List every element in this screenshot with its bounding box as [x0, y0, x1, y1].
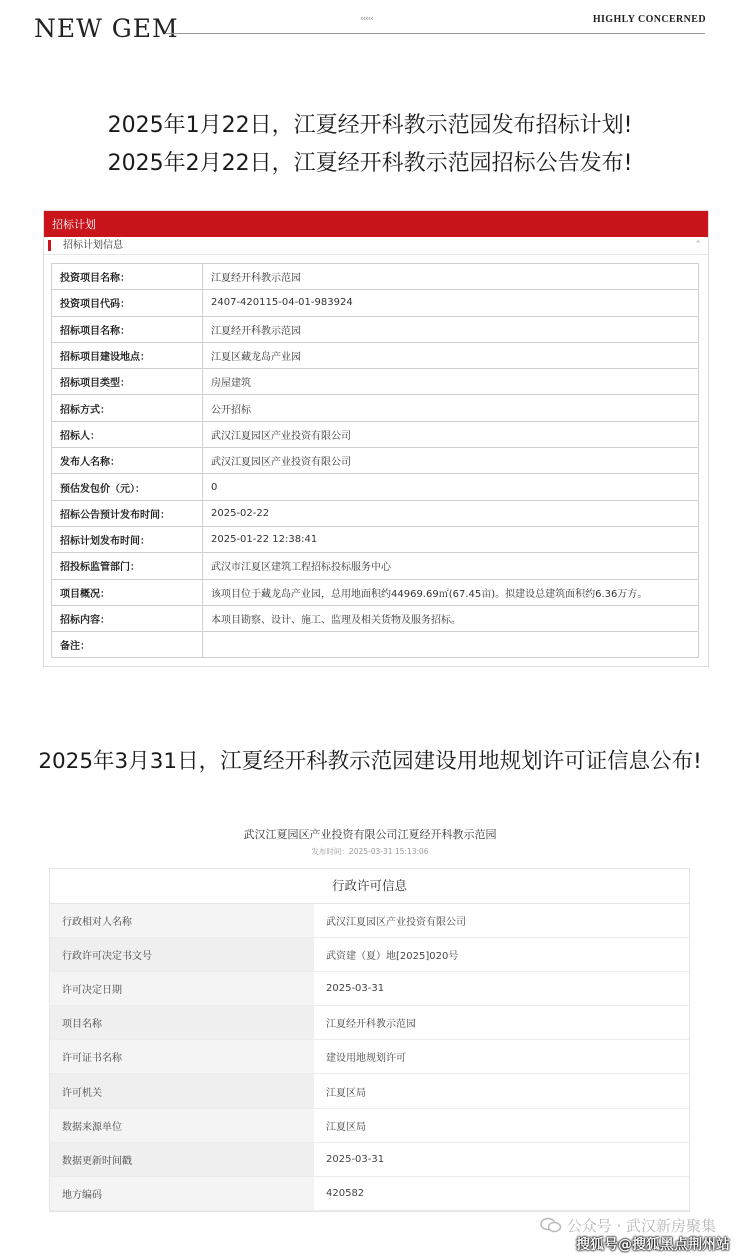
license-label: 许可决定日期 [50, 972, 314, 1006]
license-value: 武资建（夏）地[2025]020号 [314, 938, 689, 972]
license-row [50, 1006, 689, 1040]
license-value: 2025-03-31 [314, 1142, 689, 1176]
bid-plan-row [52, 316, 699, 342]
bid-plan-row [52, 553, 699, 579]
bid-plan-table [51, 263, 699, 658]
license-value: 江夏区局 [314, 1108, 689, 1142]
bid-plan-label: 招标方式： [52, 395, 203, 421]
license-row [50, 1142, 689, 1176]
bid-plan-value: 本项目勘察、设计、施工、监理及相关货物及服务招标。 [203, 605, 699, 631]
bid-plan-row [52, 369, 699, 395]
bid-plan-label: 招标计划发布时间： [52, 526, 203, 552]
license-value: 武汉江夏园区产业投资有限公司 [314, 904, 689, 938]
bid-plan-row [52, 526, 699, 552]
license-doc-title: 武汉江夏园区产业投资有限公司江夏经开科教示范园 [243, 828, 497, 841]
bid-plan-row [52, 421, 699, 447]
bid-plan-value: 房屋建筑 [203, 369, 699, 395]
bid-plan-section-title: 招标计划信息 [63, 240, 123, 251]
license-label: 行政相对人名称 [50, 904, 314, 938]
license-value: 420582 [314, 1176, 689, 1210]
headline-1: 2025年1月22日，江夏经开科教示范园发布招标计划! [107, 113, 633, 138]
bid-plan-value: 公开招标 [203, 395, 699, 421]
bid-plan-value: 江夏经开科教示范园 [203, 264, 699, 290]
section-marker [48, 240, 51, 251]
page-header [0, 0, 740, 60]
bid-plan-row [52, 474, 699, 500]
bid-plan-row [52, 500, 699, 526]
bid-plan-row [52, 579, 699, 605]
license-row [50, 1074, 689, 1108]
bid-plan-row [52, 448, 699, 474]
bid-plan-row [52, 632, 699, 658]
bid-plan-label: 招标人： [52, 421, 203, 447]
bid-plan-row [52, 342, 699, 368]
license-row [50, 1108, 689, 1142]
license-row [50, 1040, 689, 1074]
license-row [50, 938, 689, 972]
license-row [50, 904, 689, 938]
license-row [50, 972, 689, 1006]
bid-plan-label: 备注： [52, 632, 203, 658]
bid-plan-label: 投资项目名称： [52, 264, 203, 290]
bid-plan-row [52, 264, 699, 290]
bid-plan-label: 发布人名称： [52, 448, 203, 474]
wechat-icon [540, 1217, 562, 1233]
license-table [50, 904, 689, 1211]
sohu-watermark: 搜狐号@搜狐黑点荆州站 [576, 1237, 730, 1253]
license-value: 建设用地规划许可 [314, 1040, 689, 1074]
bid-plan-value: 2407-420115-04-01-983924 [203, 290, 699, 316]
bid-plan-row [52, 605, 699, 631]
bid-plan-value: 江夏经开科教示范园 [203, 316, 699, 342]
license-label: 项目名称 [50, 1006, 314, 1040]
bid-plan-bar: 招标计划 [44, 211, 708, 237]
collapse-icon[interactable]: ⌃ [694, 240, 702, 250]
bid-plan-label: 项目概况： [52, 579, 203, 605]
bid-plan-label: 招投标监管部门： [52, 553, 203, 579]
bid-plan-row [52, 290, 699, 316]
bid-plan-value [203, 632, 699, 658]
wechat-watermark-text: 公众号 · 武汉新房聚集 [566, 1217, 716, 1235]
header-divider [165, 33, 705, 34]
bid-plan-label: 招标项目建设地点： [52, 342, 203, 368]
license-value: 江夏经开科教示范园 [314, 1006, 689, 1040]
bid-plan-label: 招标公告预计发布时间： [52, 500, 203, 526]
license-label: 行政许可决定书文号 [50, 938, 314, 972]
bid-plan-label: 招标项目类型： [52, 369, 203, 395]
bid-plan-value: 0 [203, 474, 699, 500]
bid-plan-value: 2025-01-22 12:38:41 [203, 526, 699, 552]
bid-plan-section-header [44, 237, 708, 255]
brand-logo: NEW GEM [34, 14, 179, 43]
chevron-ornament: ‹‹‹‹‹ [360, 14, 373, 24]
bid-plan-value: 2025-02-22 [203, 500, 699, 526]
bid-plan-label: 招标内容： [52, 605, 203, 631]
bid-plan-value: 武汉江夏园区产业投资有限公司 [203, 421, 699, 447]
wechat-watermark [540, 1215, 716, 1236]
license-label: 数据更新时间戳 [50, 1142, 314, 1176]
bid-plan-label: 招标项目名称： [52, 316, 203, 342]
bid-plan-label: 投资项目代码： [52, 290, 203, 316]
license-label: 许可证书名称 [50, 1040, 314, 1074]
license-value: 江夏区局 [314, 1074, 689, 1108]
license-label: 地方编码 [50, 1176, 314, 1210]
license-label: 许可机关 [50, 1074, 314, 1108]
license-publish-time: 发布时间：2025-03-31 15:13:06 [311, 847, 429, 856]
license-panel [49, 868, 690, 1212]
bid-plan-panel [43, 210, 709, 667]
bid-plan-value: 江夏区藏龙岛产业园 [203, 342, 699, 368]
license-value: 2025-03-31 [314, 972, 689, 1006]
bid-plan-label: 预估发包价（元）： [52, 474, 203, 500]
bid-plan-value: 该项目位于藏龙岛产业园，总用地面积约44969.69㎡(67.45亩)。拟建设总建筑面积约6.36万方。 [203, 579, 699, 605]
bid-plan-value: 武汉江夏园区产业投资有限公司 [203, 448, 699, 474]
license-panel-title: 行政许可信息 [50, 869, 689, 904]
bid-plan-value: 武汉市江夏区建筑工程招标投标服务中心 [203, 553, 699, 579]
headline-2: 2025年2月22日，江夏经开科教示范园招标公告发布! [107, 151, 633, 176]
headline-3: 2025年3月31日，江夏经开科教示范园建设用地规划许可证信息公布! [38, 749, 702, 774]
license-label: 数据来源单位 [50, 1108, 314, 1142]
license-row [50, 1176, 689, 1210]
header-tagline: HIGHLY CONCERNED [589, 14, 706, 25]
bid-plan-row [52, 395, 699, 421]
